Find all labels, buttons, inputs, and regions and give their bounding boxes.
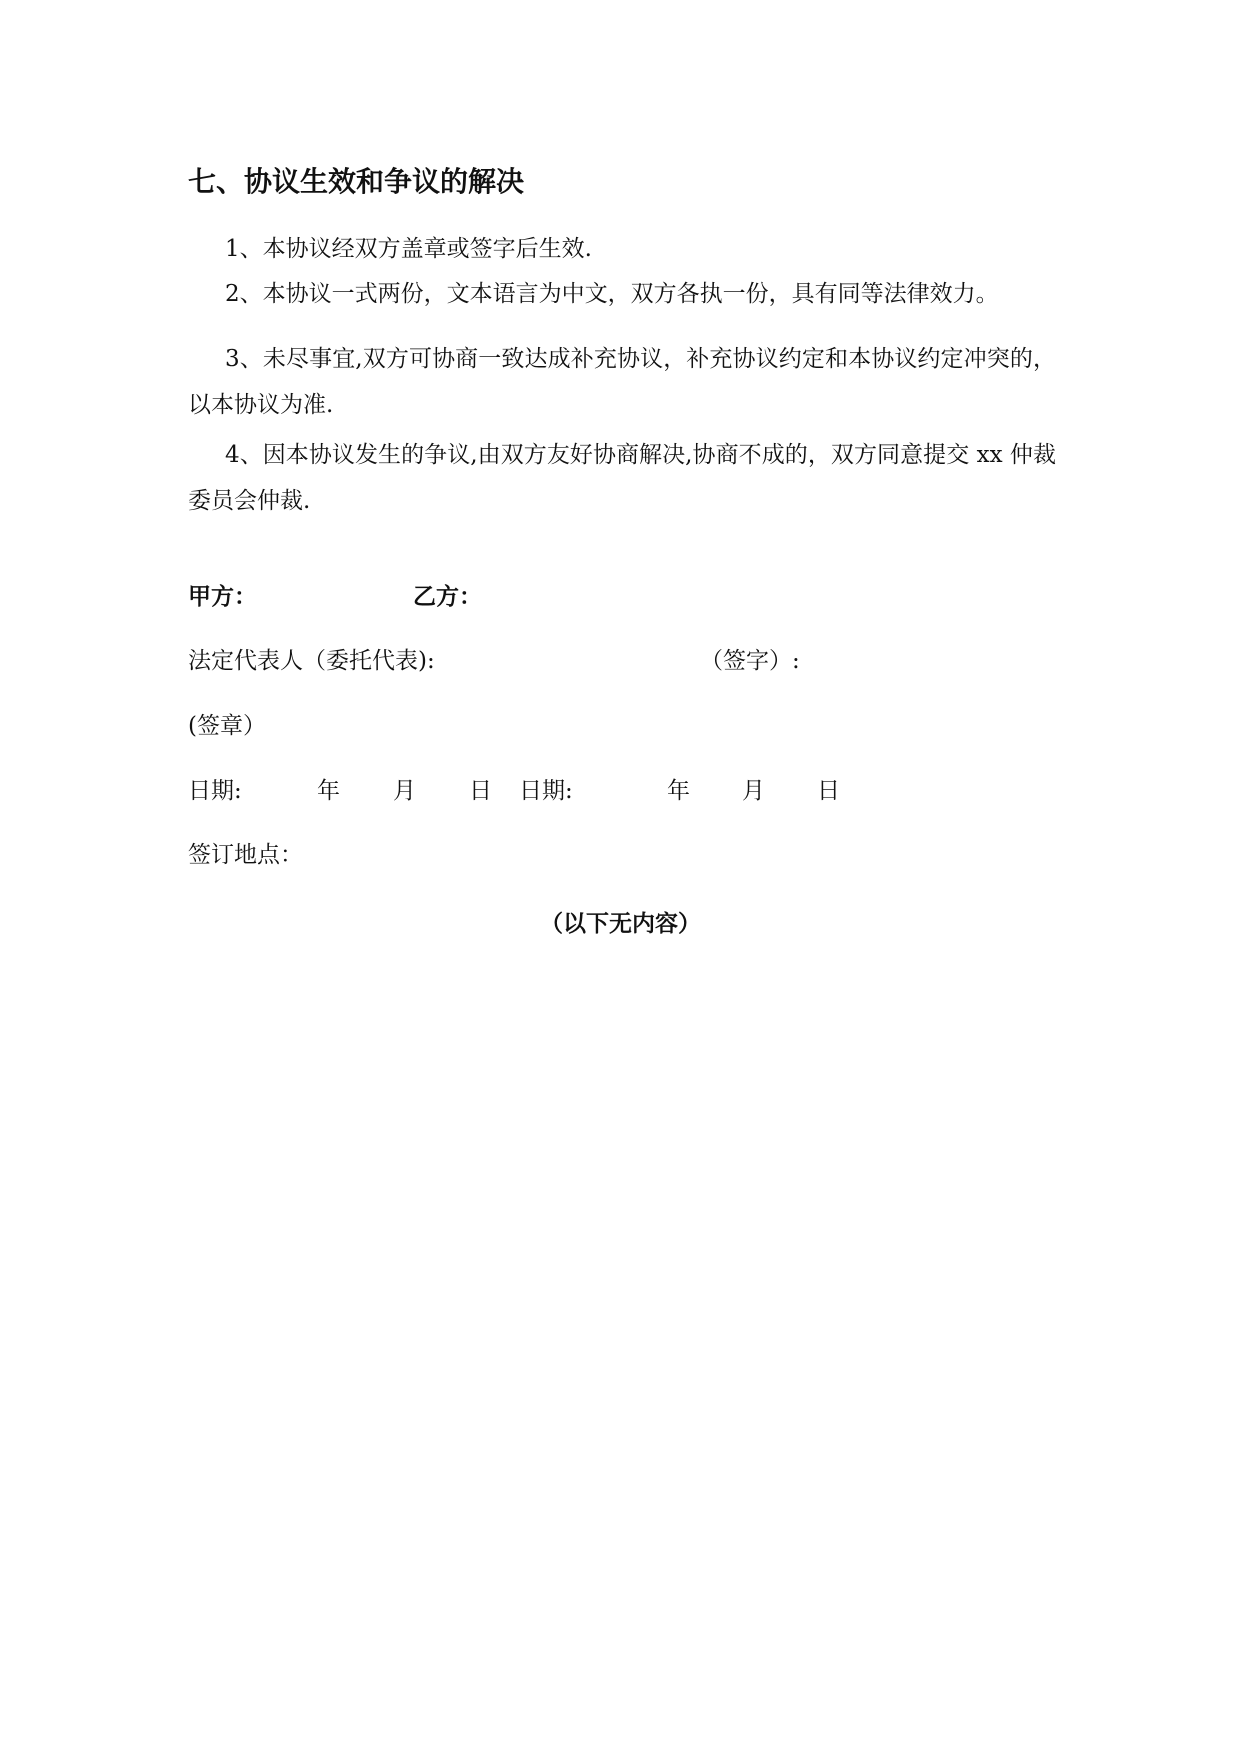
clause-4: 4、因本协议发生的争议,由双方友好协商解决,协商不成的，双方同意提交 xx 仲裁委员会仲裁. xyxy=(188,442,1056,514)
date-a-month: 月 xyxy=(393,778,416,804)
date-a-day: 日 xyxy=(469,778,492,804)
legal-rep-label: 法定代表人（委托代表): xyxy=(188,648,435,674)
signing-place-label: 签订地点： xyxy=(188,842,303,868)
clause-2: 2、本协议一式两份，文本语言为中文，双方各执一份，具有同等法律效力。 xyxy=(225,281,999,307)
sign-label: （签字）: xyxy=(700,648,800,674)
party-a-label: 甲方： xyxy=(188,584,257,610)
date-a-year: 年 xyxy=(317,778,340,804)
date-b-month: 月 xyxy=(742,778,765,804)
clause-3: 3、未尽事宜,双方可协商一致达成补充协议，补充协议约定和本协议约定冲突的，以本协议为准. xyxy=(188,346,1056,418)
party-b-label: 乙方： xyxy=(413,584,482,610)
end-of-content-note: （以下无内容） xyxy=(540,911,701,937)
date-a-label: 日期: xyxy=(188,778,242,804)
date-b-year: 年 xyxy=(667,778,690,804)
clause-1: 1、本协议经双方盖章或签字后生效. xyxy=(225,236,592,262)
date-b-day: 日 xyxy=(817,778,840,804)
seal-label: (签章） xyxy=(188,713,266,739)
section-heading: 七、协议生效和争议的解决 xyxy=(188,165,525,198)
date-b-label: 日期: xyxy=(519,778,573,804)
